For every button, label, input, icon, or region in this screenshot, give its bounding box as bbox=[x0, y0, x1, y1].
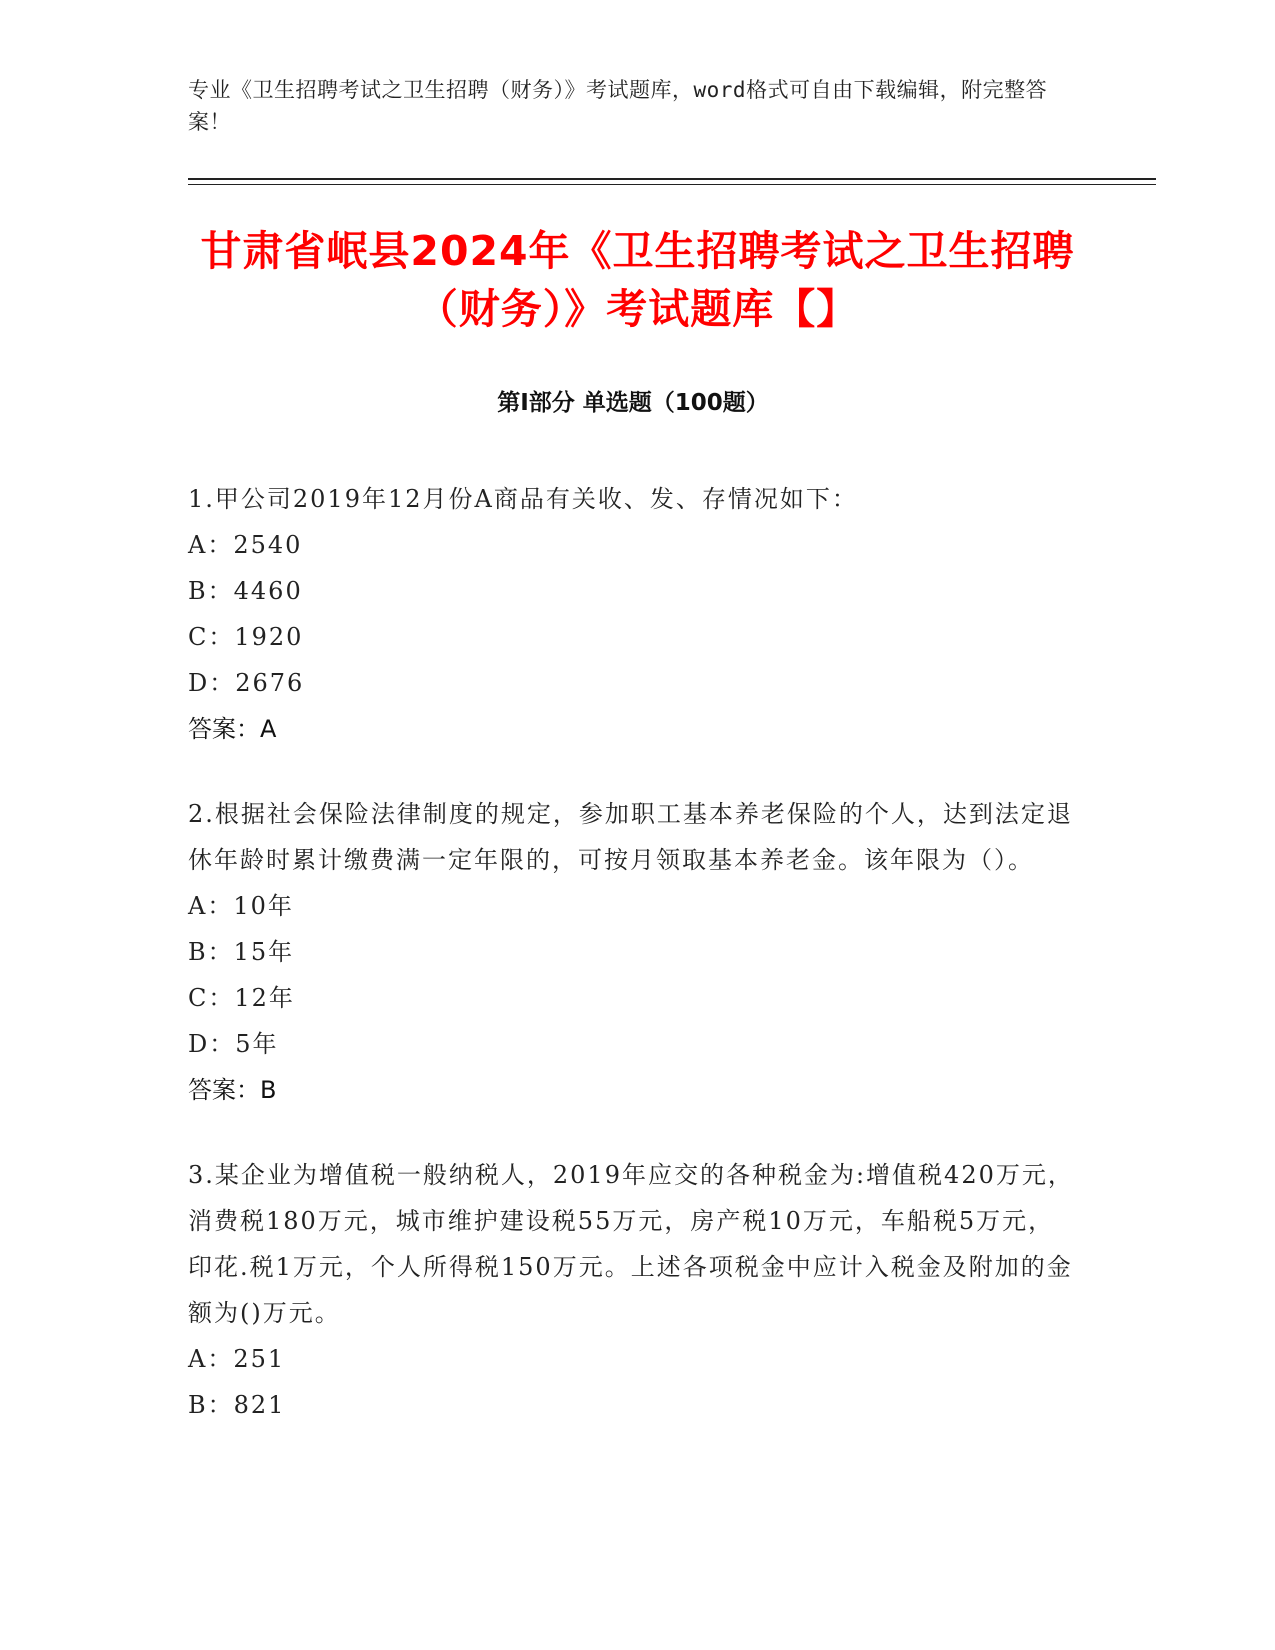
option-list bbox=[188, 522, 1078, 706]
header-divider-thin bbox=[188, 184, 1156, 185]
header-divider-thick bbox=[188, 178, 1156, 180]
question-3 bbox=[188, 1152, 1078, 1428]
answer-label: 答案：A bbox=[188, 715, 277, 743]
question-2 bbox=[188, 791, 1078, 1113]
option-c: C：1920 bbox=[188, 623, 304, 651]
section-title: 第I部分 单选题（100题） bbox=[497, 390, 769, 416]
header-note: 专业《卫生招聘考试之卫生招聘（财务）》考试题库，word格式可自由下载编辑，附完整答案！ bbox=[188, 78, 1048, 134]
question-list bbox=[188, 476, 1078, 1467]
answer-label: 答案：B bbox=[188, 1076, 277, 1104]
option-b: B：4460 bbox=[188, 577, 303, 605]
option-d: D：5年 bbox=[188, 1030, 279, 1058]
question-stem: 1.甲公司2019年12月份A商品有关收、发、存情况如下： bbox=[188, 485, 858, 513]
option-list bbox=[188, 883, 1078, 1067]
option-a: A：10年 bbox=[188, 892, 294, 920]
question-stem: 3.某企业为增值税一般纳税人，2019年应交的各种税金为:增值税420万元，消费税180万元，城市维护建设税55万元，房产税10万元，车船税5万元，印花.税1万元，个人所得税150万元。上述各项税金中应计入税金及附加的金额为()万元。 bbox=[188, 1161, 1074, 1327]
question-1 bbox=[188, 476, 1078, 752]
option-list bbox=[188, 1336, 1078, 1428]
option-b: B：15年 bbox=[188, 938, 295, 966]
question-stem: 2.根据社会保险法律制度的规定，参加职工基本养老保险的个人，达到法定退休年龄时累计缴费满一定年限的，可按月领取基本养老金。该年限为（）。 bbox=[188, 800, 1073, 874]
document-title: 甘肃省岷县2024年《卫生招聘考试之卫生招聘（财务）》考试题库【】 bbox=[200, 227, 1075, 333]
option-b: B：821 bbox=[188, 1391, 286, 1419]
option-d: D：2676 bbox=[188, 669, 305, 697]
option-c: C：12年 bbox=[188, 984, 295, 1012]
option-a: A：2540 bbox=[188, 531, 303, 559]
option-a: A：251 bbox=[188, 1345, 286, 1373]
